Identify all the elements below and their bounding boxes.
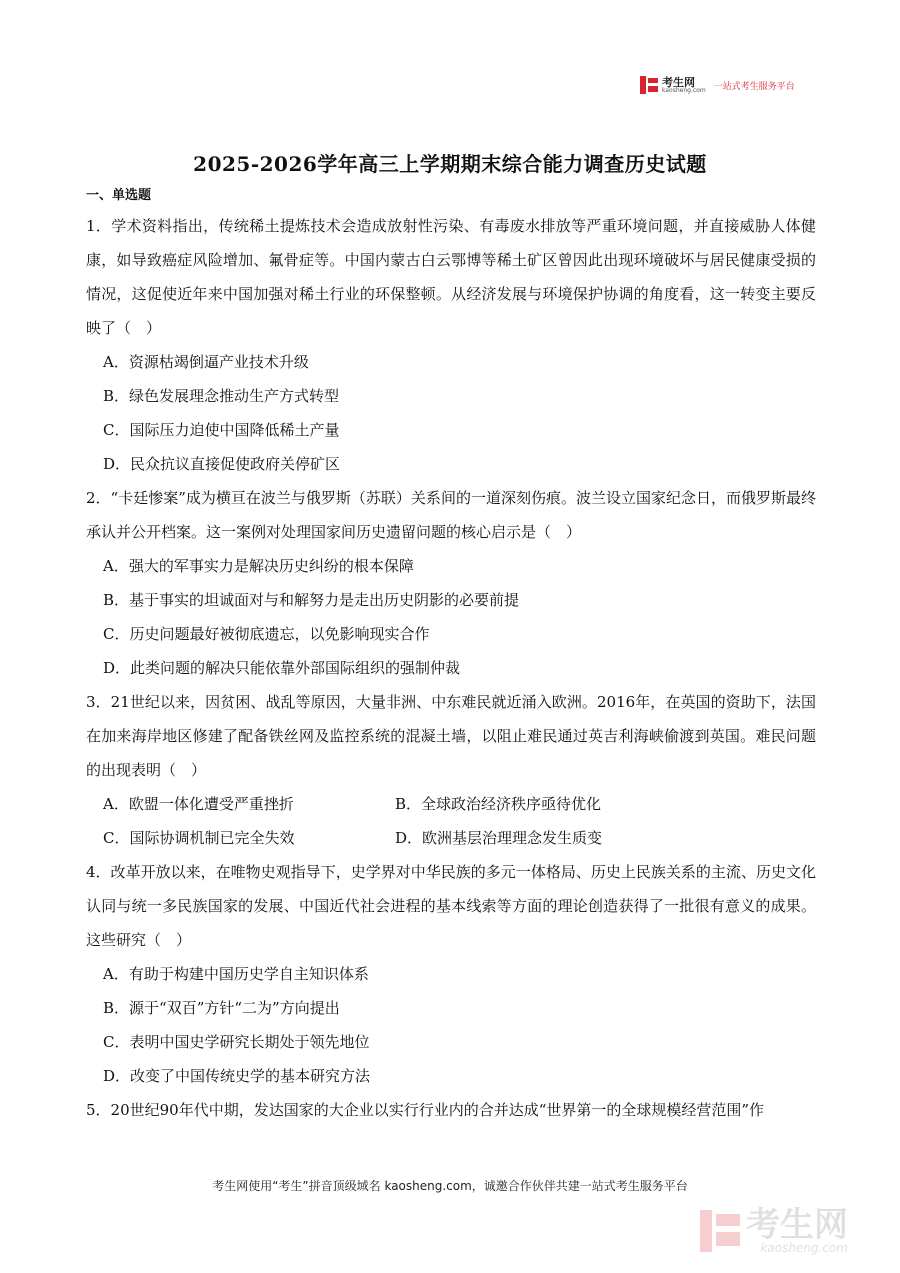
question-text: 5．20世纪90年代中期，发达国家的大企业以实行行业内的合并达成“世界第一的全球规模经营范围”作 (86, 1101, 765, 1119)
header-logo[interactable] (640, 74, 795, 96)
option-d[interactable]: D．改变了中国传统史学的基本研究方法 (103, 1067, 371, 1085)
option-c[interactable]: C．历史问题最好被彻底遗忘，以免影响现实合作 (103, 625, 430, 643)
option-d[interactable]: D．民众抗议直接促使政府关停矿区 (103, 455, 341, 473)
option-b[interactable]: B．绿色发展理念推动生产方式转型 (103, 387, 340, 405)
options-list (86, 345, 816, 481)
option-a[interactable]: A．资源枯竭倒逼产业技术升级 (103, 353, 309, 371)
exam-content (86, 184, 816, 1127)
section-heading: 一、单选题 (86, 188, 152, 203)
watermark-brand-domain: kaosheng.com (760, 1241, 848, 1255)
options-list (86, 957, 816, 1093)
option-a[interactable]: A．有助于构建中国历史学自主知识体系 (103, 965, 369, 983)
question-3 (86, 685, 816, 855)
watermark-text (746, 1205, 848, 1255)
options-grid (86, 787, 816, 855)
option-d[interactable]: D．此类问题的解决只能依靠外部国际组织的强制仲裁 (103, 659, 461, 677)
option-c[interactable]: C．表明中国史学研究长期处于领先地位 (103, 1033, 370, 1051)
watermark-logo (700, 1205, 848, 1255)
question-5 (86, 1093, 816, 1127)
option-a[interactable]: A．欧盟一体化遭受严重挫折 (103, 795, 294, 813)
logo-text (662, 77, 706, 94)
logo-brand-name: 考生网 (662, 75, 695, 89)
logo-brand-domain: kaosheng.com (662, 86, 706, 94)
question-text: 4．改革开放以来，在唯物史观指导下，史学界对中华民族的多元一体格局、历史上民族关系的主流、历史文化认同与统一多民族国家的发展、中国近代社会进程的基本线索等方面的理论创造获得了一批很有意义的成果。这些研究（ ） (86, 863, 816, 949)
question-text: 1．学术资料指出，传统稀土提炼技术会造成放射性污染、有毒废水排放等严重环境问题，并直接威胁人体健康，如导致癌症风险增加、氟骨症等。中国内蒙古白云鄂博等稀土矿区曾因此出现环境破坏与居民健康受损的情况，这促使近年来中国加强对稀土行业的环保整顿。从经济发展与环境保护协调的角度看，这一转变主要反映了（ ） (86, 217, 816, 337)
logo-slogan: 一站式考生服务平台 (713, 81, 795, 92)
question-text: 2．“卡廷惨案”成为横亘在波兰与俄罗斯（苏联）关系间的一道深刻伤痕。波兰设立国家纪念日，而俄罗斯最终承认并公开档案。这一案例对处理国家间历史遗留问题的核心启示是（ ） (86, 489, 816, 541)
question-2 (86, 481, 816, 685)
watermark-logo-icon (700, 1210, 740, 1252)
footer-text: 考生网使用“考生”拼音顶级域名 kaosheng.com，诚邀合作伙伴共建一站式考生服务平台 (212, 1179, 688, 1193)
option-b[interactable]: B．源于“双百”方针“二为”方向提出 (103, 999, 340, 1017)
watermark-brand-name: 考生网 (746, 1205, 848, 1245)
option-b[interactable]: B．全球政治经济秩序亟待优化 (395, 795, 602, 813)
option-c[interactable]: C．国际协调机制已完全失效 (103, 829, 295, 847)
option-a[interactable]: A．强大的军事实力是解决历史纠纷的根本保障 (103, 557, 414, 575)
option-d[interactable]: D．欧洲基层治理理念发生质变 (395, 829, 603, 847)
question-text: 3．21世纪以来，因贫困、战乱等原因，大量非洲、中东难民就近涌入欧洲。2016年，在英国的资助下，法国在加来海岸地区修建了配备铁丝网及监控系统的混凝土墙，以阻止难民通过英吉利海峡偷渡到英国。难民问题的出现表明（ ） (86, 693, 816, 779)
options-list (86, 549, 816, 685)
page-title: 2025-2026学年高三上学期期末综合能力调查历史试题 (193, 152, 707, 176)
option-c[interactable]: C．国际压力迫使中国降低稀土产量 (103, 421, 340, 439)
option-b[interactable]: B．基于事实的坦诚面对与和解努力是走出历史阴影的必要前提 (103, 591, 520, 609)
question-1 (86, 209, 816, 481)
kaosheng-logo-icon (640, 76, 658, 94)
question-4 (86, 855, 816, 1093)
